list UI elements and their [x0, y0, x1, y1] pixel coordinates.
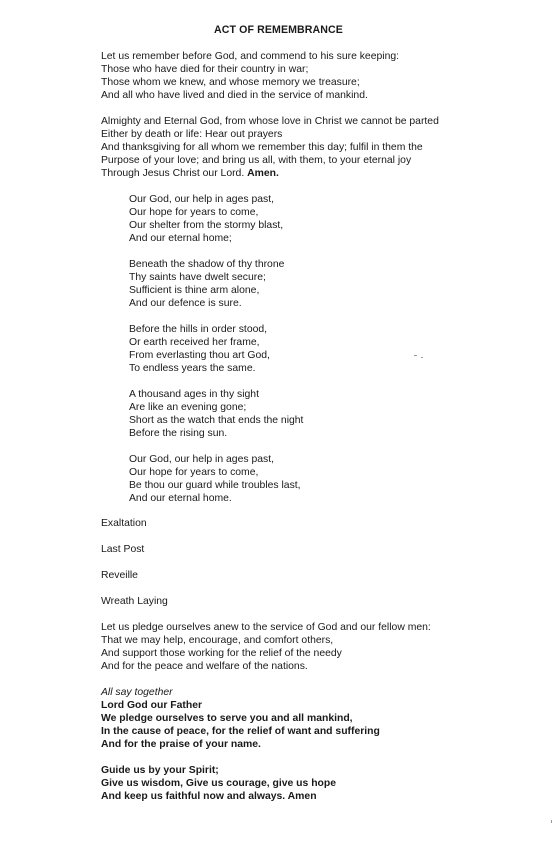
- response-line: In the cause of peace, for the relief of want and suffering: [101, 725, 380, 737]
- verse-line: Or earth received her frame,: [129, 336, 260, 348]
- verse-line: Before the hills in order stood,: [129, 324, 268, 335]
- page-title: ACT OF REMEMBRANCE: [214, 24, 343, 36]
- service-item: Wreath Laying: [101, 596, 168, 607]
- text-line: Almighty and Eternal God, from whose love in Christ we cannot be parted: [101, 116, 439, 127]
- instruction-text: All say together: [101, 687, 173, 698]
- verse-line: And our eternal home;: [129, 232, 232, 244]
- text-line: And all who have lived and died in the service of mankind.: [101, 89, 368, 101]
- verse-line: To endless years the same.: [129, 362, 256, 374]
- amen-text: Amen.: [247, 167, 279, 179]
- hymn-verse: [129, 389, 303, 441]
- hymn-verse: [129, 454, 301, 506]
- text-line: That we may help, encourage, and comfort others,: [101, 634, 334, 646]
- prayer-paragraph: [101, 116, 439, 181]
- hymn-verse: [129, 324, 270, 376]
- text-line: Let us pledge ourselves anew to the service of God and our fellow men:: [101, 622, 431, 633]
- hymn-verse: [129, 194, 283, 246]
- verse-line: Beneath the shadow of thy throne: [129, 259, 285, 270]
- verse-line: Our God, our help in ages past,: [129, 454, 274, 465]
- verse-line: Our hope for years to come,: [129, 206, 259, 218]
- response-line: We pledge ourselves to serve you and all mankind,: [101, 712, 353, 724]
- verse-line: Short as the watch that ends the night: [129, 414, 304, 426]
- verse-line: A thousand ages in thy sight: [129, 389, 259, 400]
- response-line: Lord God our Father: [101, 699, 203, 711]
- service-item: Reveille: [101, 570, 138, 581]
- hymn-verse: [129, 259, 284, 311]
- response-line: And keep us faithful now and always. Amen: [101, 790, 317, 802]
- verse-line: Our hope for years to come,: [129, 466, 259, 478]
- response-section: [101, 687, 380, 752]
- remembrance-paragraph: [101, 51, 399, 103]
- verse-line: From everlasting thou art God,: [129, 349, 270, 361]
- response-line: And for the praise of your name.: [101, 738, 261, 750]
- verse-line: Be thou our guard while troubles last,: [129, 479, 301, 491]
- text-line: And thanksgiving for all whom we remember this day; fulfil in them the: [101, 141, 423, 153]
- scan-speck: [421, 357, 423, 358]
- response-line: Guide us by your Spirit;: [101, 765, 219, 776]
- verse-line: Sufficient is thine arm alone,: [129, 284, 260, 296]
- verse-line: Are like an evening gone;: [129, 401, 247, 413]
- verse-line: Our God, our help in ages past,: [129, 194, 274, 205]
- text-line: Let us remember before God, and commend to his sure keeping:: [101, 51, 400, 62]
- text-line: Either by death or life: Hear out prayers: [101, 128, 283, 140]
- service-item: Exaltation: [101, 518, 147, 529]
- pledge-paragraph: [101, 622, 431, 674]
- text-line: Those whom we knew, and whose memory we treasure;: [101, 76, 360, 88]
- response-section: [101, 765, 336, 804]
- verse-line: And our eternal home.: [129, 492, 232, 504]
- verse-line: Our shelter from the stormy blast,: [129, 219, 284, 231]
- text-line: Those who have died for their country in war;: [101, 63, 309, 75]
- scan-speck: [414, 355, 417, 356]
- text-fragment: Through Jesus Christ our Lord.: [101, 167, 245, 179]
- text-line: Purpose of your love; and bring us all, with them, to your eternal joy: [101, 154, 412, 166]
- verse-line: Thy saints have dwelt secure;: [129, 271, 266, 283]
- verse-line: Before the rising sun.: [129, 427, 228, 439]
- service-item: Last Post: [101, 544, 145, 555]
- text-line: And for the peace and welfare of the nations.: [101, 660, 308, 672]
- text-line: [101, 168, 439, 181]
- text-line: And support those working for the relief of the needy: [101, 647, 342, 659]
- scan-speck: [551, 820, 552, 823]
- response-line: Give us wisdom, Give us courage, give us hope: [101, 777, 337, 789]
- verse-line: And our defence is sure.: [129, 297, 242, 309]
